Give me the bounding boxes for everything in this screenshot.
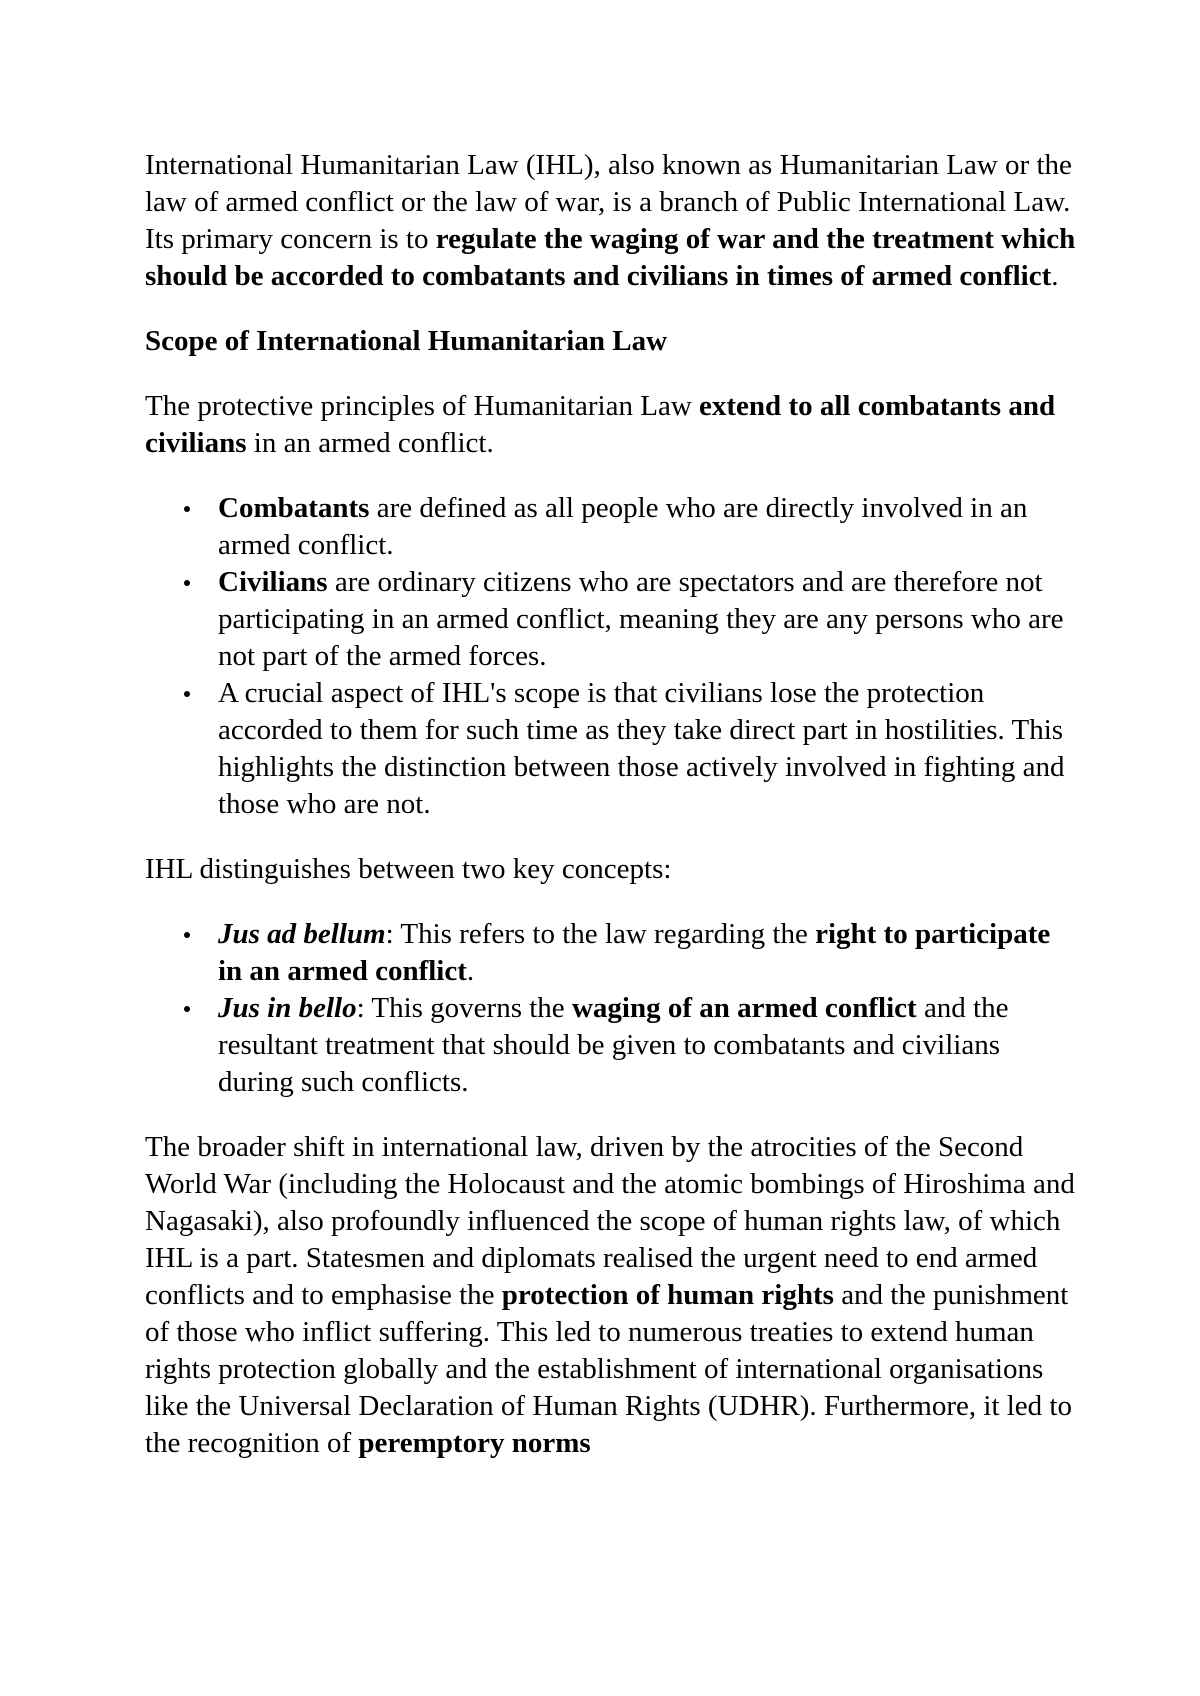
protection-emphasis: protection of human rights [501, 1279, 834, 1311]
intro-paragraph [145, 147, 1080, 295]
scope-paragraph [145, 388, 1080, 462]
term-civilians: Civilians [218, 566, 328, 598]
broader-shift-text: The broader shift in international law, driven by the atrocities of the Second World War (including the Holocaust and the atomic bombings of Hiroshima and Nagasaki), also profoundly influenced the scope of human rights law, of which IHL is a part. Statesmen and diplomats realised the urgent need to end armed conflicts and to emphasise the [145, 1131, 1075, 1311]
scope-emphasis: extend to all combatants and civilians [145, 390, 1056, 459]
list-item-combatants [218, 490, 1080, 564]
term-combatants: Combatants [218, 492, 370, 524]
broader-shift-paragraph [145, 1129, 1080, 1462]
jus-ad-bellum-text: : This refers to the law regarding the [385, 918, 816, 950]
list-item-jus-ad-bellum [218, 916, 1080, 990]
section-heading-scope: Scope of International Humanitarian Law [145, 325, 668, 357]
term-jus-ad-bellum: Jus ad bellum [218, 918, 386, 950]
list-item-direct-participation [218, 675, 1080, 823]
jus-in-bello-emphasis: waging of an armed conflict [571, 992, 917, 1024]
peremptory-norms-emphasis: peremptory norms [358, 1427, 591, 1459]
intro-text-end: . [1051, 260, 1059, 292]
scope-text-end: in an armed conflict. [246, 427, 494, 459]
scope-list [145, 490, 1080, 823]
jus-in-bello-text: : This governs the [356, 992, 572, 1024]
document-body [145, 147, 1080, 1462]
concepts-list [145, 916, 1080, 1101]
jus-ad-bellum-end: . [466, 955, 475, 987]
definition-civilians: are ordinary citizens who are spectators and are therefore not participating in an armed conflict, meaning they are any persons who are not part of the armed forces. [218, 566, 1064, 672]
intro-emphasis: regulate the waging of war and the treatment which should be accorded to combatants and civilians in times of armed conflict [145, 223, 1076, 292]
list-item-civilians [218, 564, 1080, 675]
broader-shift-text-2: and the punishment of those who inflict suffering. This led to numerous treaties to extend human rights protection globally and the establishment of international organisations like the Universal Declaration of Human Rights (UDHR). Furthermore, it led to the recognition of [145, 1279, 1072, 1459]
scope-text: The protective principles of Humanitarian Law [145, 390, 700, 422]
definition-combatants: are defined as all people who are directly involved in an armed conflict. [218, 492, 1028, 561]
list-item-jus-in-bello [218, 990, 1080, 1101]
intro-text: International Humanitarian Law (IHL), also known as Humanitarian Law or the law of armed conflict or the law of war, is a branch of Public International Law. Its primary concern is to [145, 149, 1072, 255]
jus-in-bello-end: and the resultant treatment that should be given to combatants and civilians during such conflicts. [218, 992, 1009, 1098]
term-jus-in-bello: Jus in bello [218, 992, 357, 1024]
jus-ad-bellum-emphasis: right to participate in an armed conflict [218, 918, 1051, 987]
concepts-intro-paragraph: IHL distinguishes between two key concepts: [145, 853, 672, 885]
direct-participation-text: A crucial aspect of IHL's scope is that civilians lose the protection accorded to them for such time as they take direct part in hostilities. This highlights the distinction between those actively involved in fighting and those who are not. [218, 677, 1065, 820]
